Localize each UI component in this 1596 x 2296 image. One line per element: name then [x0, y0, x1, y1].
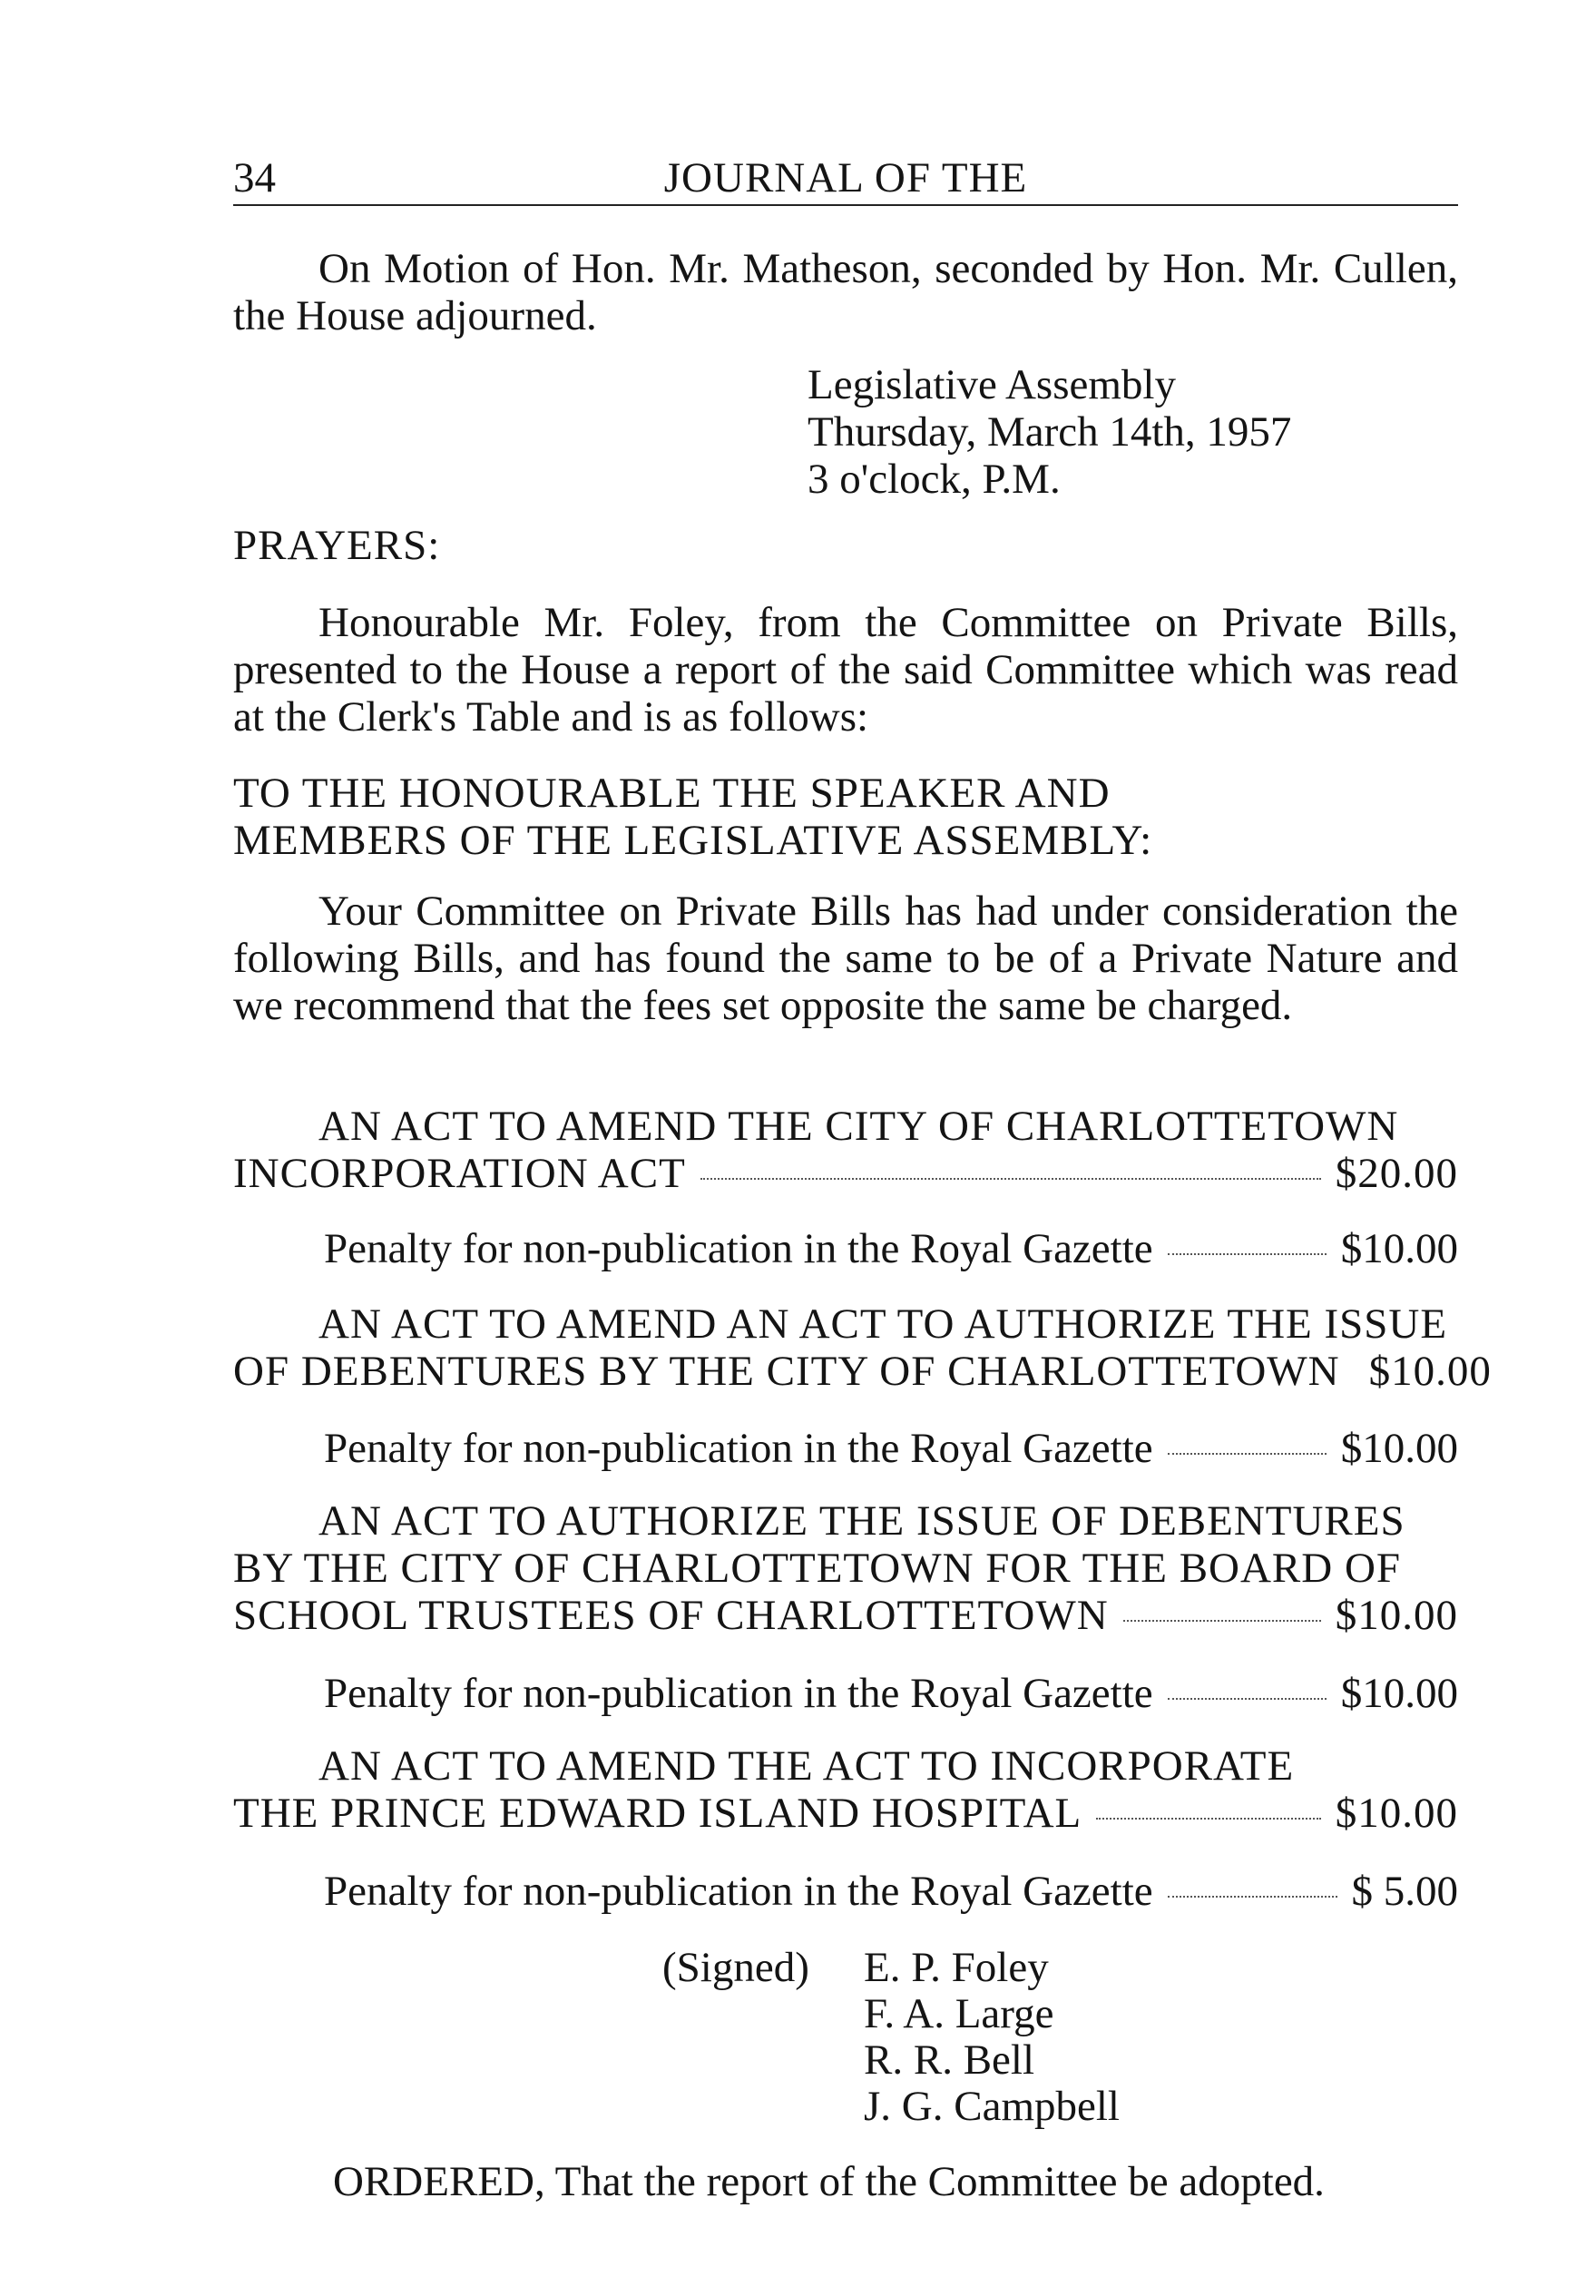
signatory-name: F. A. Large — [864, 1990, 1054, 2037]
bill-title-line: AN ACT TO AUTHORIZE THE ISSUE OF DEBENTURES — [318, 1497, 1405, 1545]
penalty-label: Penalty for non-publication in the Royal Gazette — [324, 1425, 1153, 1472]
signatory-name: R. R. Bell — [864, 2036, 1035, 2084]
penalty-row — [233, 1425, 1458, 1472]
bill-title-line: AN ACT TO AMEND AN ACT TO AUTHORIZE THE ISSUE — [318, 1300, 1448, 1348]
bill-title-line: BY THE CITY OF CHARLOTTETOWN FOR THE BOARD OF — [233, 1545, 1402, 1592]
header-rule — [233, 204, 1458, 206]
signatory-name: J. G. Campbell — [864, 2083, 1120, 2130]
penalty-fee: $10.00 — [1340, 1670, 1458, 1717]
dot-leader — [1096, 1818, 1320, 1820]
bill-fee-row — [233, 1592, 1458, 1639]
committee-paragraph: Your Committee on Private Bills has had under consideration the following Bills, and has found the same to be of a Private Nature and we recommend that the fees set opposite the same be charged. — [233, 888, 1458, 1029]
dot-leader — [1168, 1453, 1327, 1455]
bill-title-line: AN ACT TO AMEND THE CITY OF CHARLOTTETOWN — [318, 1103, 1399, 1150]
bill-fee: $10.00 — [1368, 1348, 1492, 1395]
penalty-fee: $10.00 — [1340, 1425, 1458, 1472]
dateline-time: 3 o'clock, P.M. — [808, 456, 1061, 503]
dot-leader — [700, 1178, 1321, 1180]
penalty-label: Penalty for non-publication in the Royal Gazette — [324, 1670, 1153, 1717]
bill-fee-row — [233, 1790, 1458, 1837]
penalty-row — [233, 1868, 1458, 1915]
penalty-row — [233, 1225, 1458, 1272]
signatory-name: E. P. Foley — [864, 1944, 1049, 1991]
bill-fee: $10.00 — [1335, 1790, 1458, 1837]
bill-title-line: AN ACT TO AMEND THE ACT TO INCORPORATE — [318, 1742, 1295, 1790]
signed-label: (Signed) — [662, 1944, 809, 1991]
ordered-paragraph: ORDERED, That the report of the Committee be adopted. — [333, 2158, 1325, 2205]
bill-title-line: SCHOOL TRUSTEES OF CHARLOTTETOWN — [233, 1592, 1109, 1639]
dot-leader — [1123, 1620, 1321, 1622]
bill-entry — [233, 1742, 1458, 1837]
bill-title-line: OF DEBENTURES BY THE CITY OF CHARLOTTETOWN — [233, 1348, 1340, 1395]
bill-entry — [233, 1300, 1492, 1395]
penalty-label: Penalty for non-publication in the Royal Gazette — [324, 1225, 1153, 1272]
bill-fee: $20.00 — [1335, 1150, 1458, 1197]
bill-title-line: THE PRINCE EDWARD ISLAND HOSPITAL — [233, 1790, 1082, 1837]
dot-leader — [1168, 1896, 1337, 1898]
dot-leader — [1168, 1253, 1327, 1255]
bill-entry — [233, 1103, 1458, 1197]
penalty-fee: $10.00 — [1340, 1225, 1458, 1272]
address-heading — [233, 770, 1458, 864]
penalty-label: Penalty for non-publication in the Royal Gazette — [324, 1868, 1153, 1915]
penalty-fee: $ 5.00 — [1351, 1868, 1458, 1915]
bill-entry — [233, 1497, 1458, 1639]
adjourn-paragraph: On Motion of Hon. Mr. Matheson, seconded by Hon. Mr. Cullen, the House adjourned. — [233, 245, 1458, 339]
prayers-heading: PRAYERS: — [233, 522, 441, 569]
running-title: JOURNAL OF THE — [663, 154, 1028, 201]
address-line-2: MEMBERS OF THE LEGISLATIVE ASSEMBLY: — [233, 817, 1153, 864]
bill-title-line: INCORPORATION ACT — [233, 1150, 686, 1197]
page-header — [233, 154, 1458, 201]
bill-fee-row — [233, 1348, 1492, 1395]
dateline-assembly: Legislative Assembly — [808, 361, 1176, 408]
bill-fee: $10.00 — [1335, 1592, 1458, 1639]
dateline — [808, 361, 1443, 503]
dateline-date: Thursday, March 14th, 1957 — [808, 408, 1292, 456]
penalty-row — [233, 1670, 1458, 1717]
page-number: 34 — [233, 154, 276, 201]
report-intro-paragraph: Honourable Mr. Foley, from the Committee on Private Bills, presented to the House a report of the said Committee which was read at the Clerk's Table and is as follows: — [233, 599, 1458, 741]
dot-leader — [1168, 1698, 1327, 1700]
bill-fee-row — [233, 1150, 1458, 1197]
address-line-1: TO THE HONOURABLE THE SPEAKER AND — [233, 770, 1111, 817]
signatory-list — [864, 1944, 1120, 2129]
